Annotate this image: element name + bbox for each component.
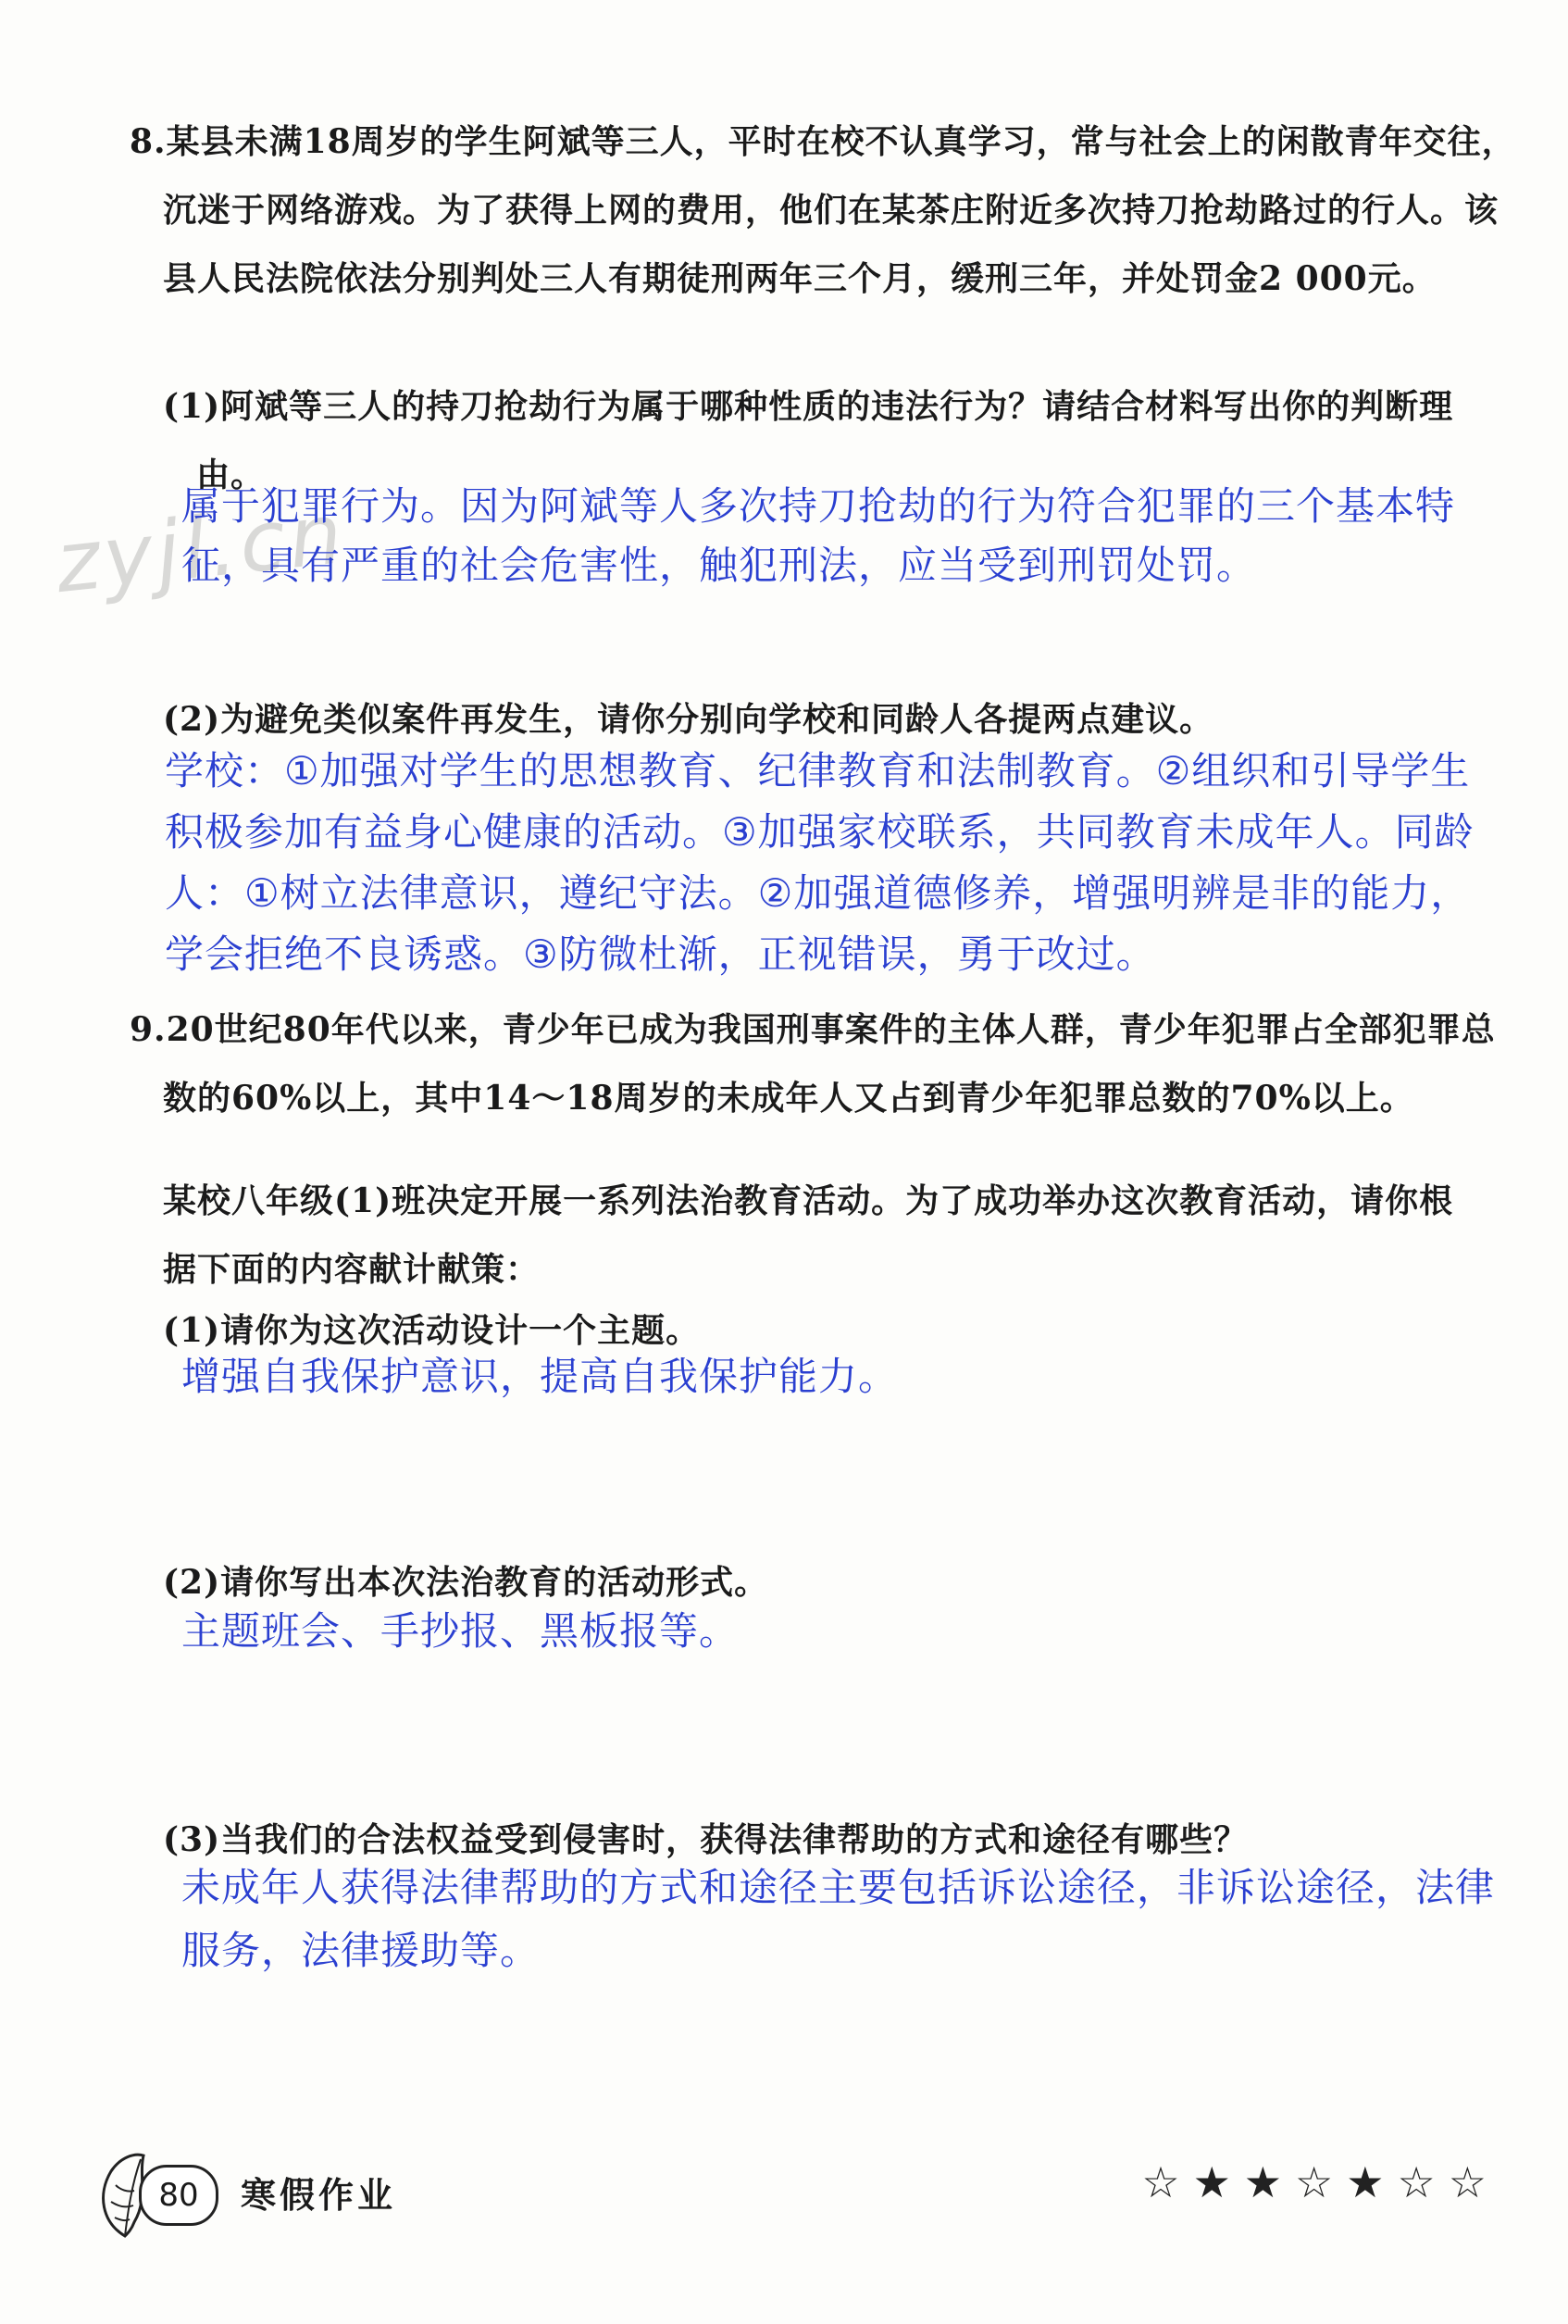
q9-stem: 9.20世纪80年代以来，青少年已成为我国刑事案件的主体人群，青少年犯罪占全部犯罪总数的60%以上，其中14～18周岁的未成年人又占到青少年犯罪总数的70%以上。 (130, 1010, 1496, 1118)
watermark: zyjl.cn (51, 484, 351, 613)
footer-title: 寒假作业 (241, 2174, 397, 2216)
q9-sub3-answer: 未成年人获得法律帮助的方式和途径主要包括诉讼途径，非诉讼途径，法律服务，法律援助等。 (181, 1865, 1496, 1973)
q9-sub1-answer: 增强自我保护意识，提高自我保护能力。 (181, 1354, 899, 1399)
q8-sub1-question: (1)阿斌等三人的持刀抢劫行为属于哪种性质的违法行为？请结合材料写出你的判断理由。 (163, 387, 1454, 494)
star-rating: ☆★★☆★☆☆ (1141, 2157, 1500, 2207)
q8-sub1-answer: 属于犯罪行为。因为阿斌等人多次持刀抢劫的行为符合犯罪的三个基本特征，具有严重的社会危害性，触犯刑法，应当受到刑罚处罚。 (181, 483, 1456, 588)
q9-sub2-answer: 主题班会、手抄报、黑板报等。 (181, 1608, 740, 1654)
q8-sub2-question: (2)为避免类似案件再发生，请你分别向学校和同龄人各提两点建议。 (163, 700, 1214, 739)
page-number: 80 (139, 2165, 218, 2226)
q9-intro: 某校八年级(1)班决定开展一系列法治教育活动。为了成功举办这次教育活动，请你根据下面的内容献计献策： (163, 1181, 1454, 1289)
q8-stem: 8.某县未满18周岁的学生阿斌等三人，平时在校不认真学习，常与社会上的闲散青年交往，沉迷于网络游戏。为了获得上网的费用，他们在某茶庄附近多次持刀抢劫路过的行人。该县人民法院依法分别判处三人有期徒刑两年三个月，缓刑三年，并处罚金2 000元。 (130, 122, 1516, 298)
q9-sub1-question: (1)请你为这次活动设计一个主题。 (163, 1311, 701, 1350)
q9-sub3-question: (3)当我们的合法权益受到侵害时，获得法律帮助的方式和途径有哪些？ (163, 1820, 1249, 1859)
page-footer (93, 2139, 1500, 2250)
q9-sub2-question: (2)请你写出本次法治教育的活动形式。 (163, 1563, 769, 1602)
q8-sub2-answer: 学校：①加强对学生的思想教育、纪律教育和法制教育。②组织和引导学生积极参加有益身心健康的活动。③加强家校联系，共同教育未成年人。同龄人：①树立法律意识，遵纪守法。②加强道德修养，增强明辨是非的能力，学会拒绝不良诱惑。③防微杜渐，正视错误，勇于改过。 (165, 748, 1475, 977)
